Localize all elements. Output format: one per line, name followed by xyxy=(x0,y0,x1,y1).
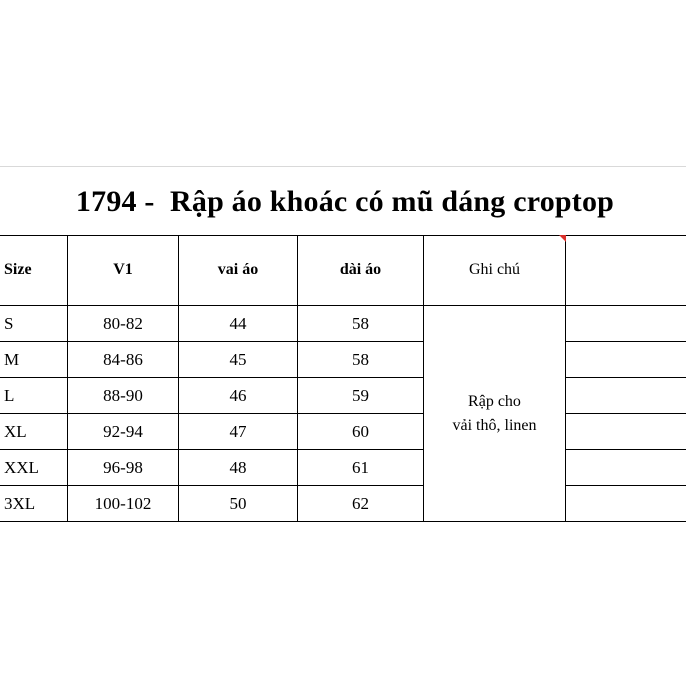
cell-v1: 84-86 xyxy=(103,349,143,369)
cell-size: 3XL xyxy=(4,493,36,513)
extra-col-divider xyxy=(565,449,686,450)
note-line-2: vải thô, linen xyxy=(452,416,537,434)
size-table xyxy=(0,235,686,522)
note-cell xyxy=(424,306,565,521)
cell-shoulder: 48 xyxy=(229,457,247,477)
cell-shoulder: 45 xyxy=(229,349,247,369)
cell-length: 61 xyxy=(352,457,369,477)
header-note: Ghi chú xyxy=(468,261,521,278)
extra-col-divider xyxy=(565,341,686,342)
col-divider xyxy=(565,235,566,522)
cell-v1: 96-98 xyxy=(103,457,143,477)
cell-size: XXL xyxy=(4,457,39,477)
cell-length: 60 xyxy=(352,421,369,441)
header-size: Size xyxy=(4,261,32,278)
cell-size: L xyxy=(4,385,15,405)
extra-col-divider xyxy=(565,413,686,414)
chart-title xyxy=(0,166,686,236)
note-line-1: Rập cho xyxy=(468,392,521,410)
cell-size: S xyxy=(4,313,14,333)
header-length: dài áo xyxy=(339,261,382,278)
cell-shoulder: 44 xyxy=(229,313,247,333)
chart-title-text: 1794 - Rập áo khoác có mũ dáng croptop xyxy=(75,184,615,218)
extra-col-divider xyxy=(565,377,686,378)
cell-length: 62 xyxy=(352,493,369,513)
cell-size: M xyxy=(4,349,20,369)
header-v1: V1 xyxy=(113,261,133,278)
cell-length: 59 xyxy=(352,385,369,405)
cell-shoulder: 46 xyxy=(229,385,247,405)
cell-length: 58 xyxy=(352,349,369,369)
header-shoulder: vai áo xyxy=(217,261,259,278)
cell-v1: 88-90 xyxy=(103,385,143,405)
extra-col-divider xyxy=(565,485,686,486)
table-bottom-border xyxy=(0,521,686,522)
cell-v1: 92-94 xyxy=(103,421,143,441)
cell-v1: 80-82 xyxy=(103,313,143,333)
cell-length: 58 xyxy=(352,313,369,333)
cell-shoulder: 50 xyxy=(229,493,247,513)
cell-shoulder: 47 xyxy=(229,421,247,441)
cell-size: XL xyxy=(4,421,27,441)
cell-v1: 100-102 xyxy=(94,493,152,513)
